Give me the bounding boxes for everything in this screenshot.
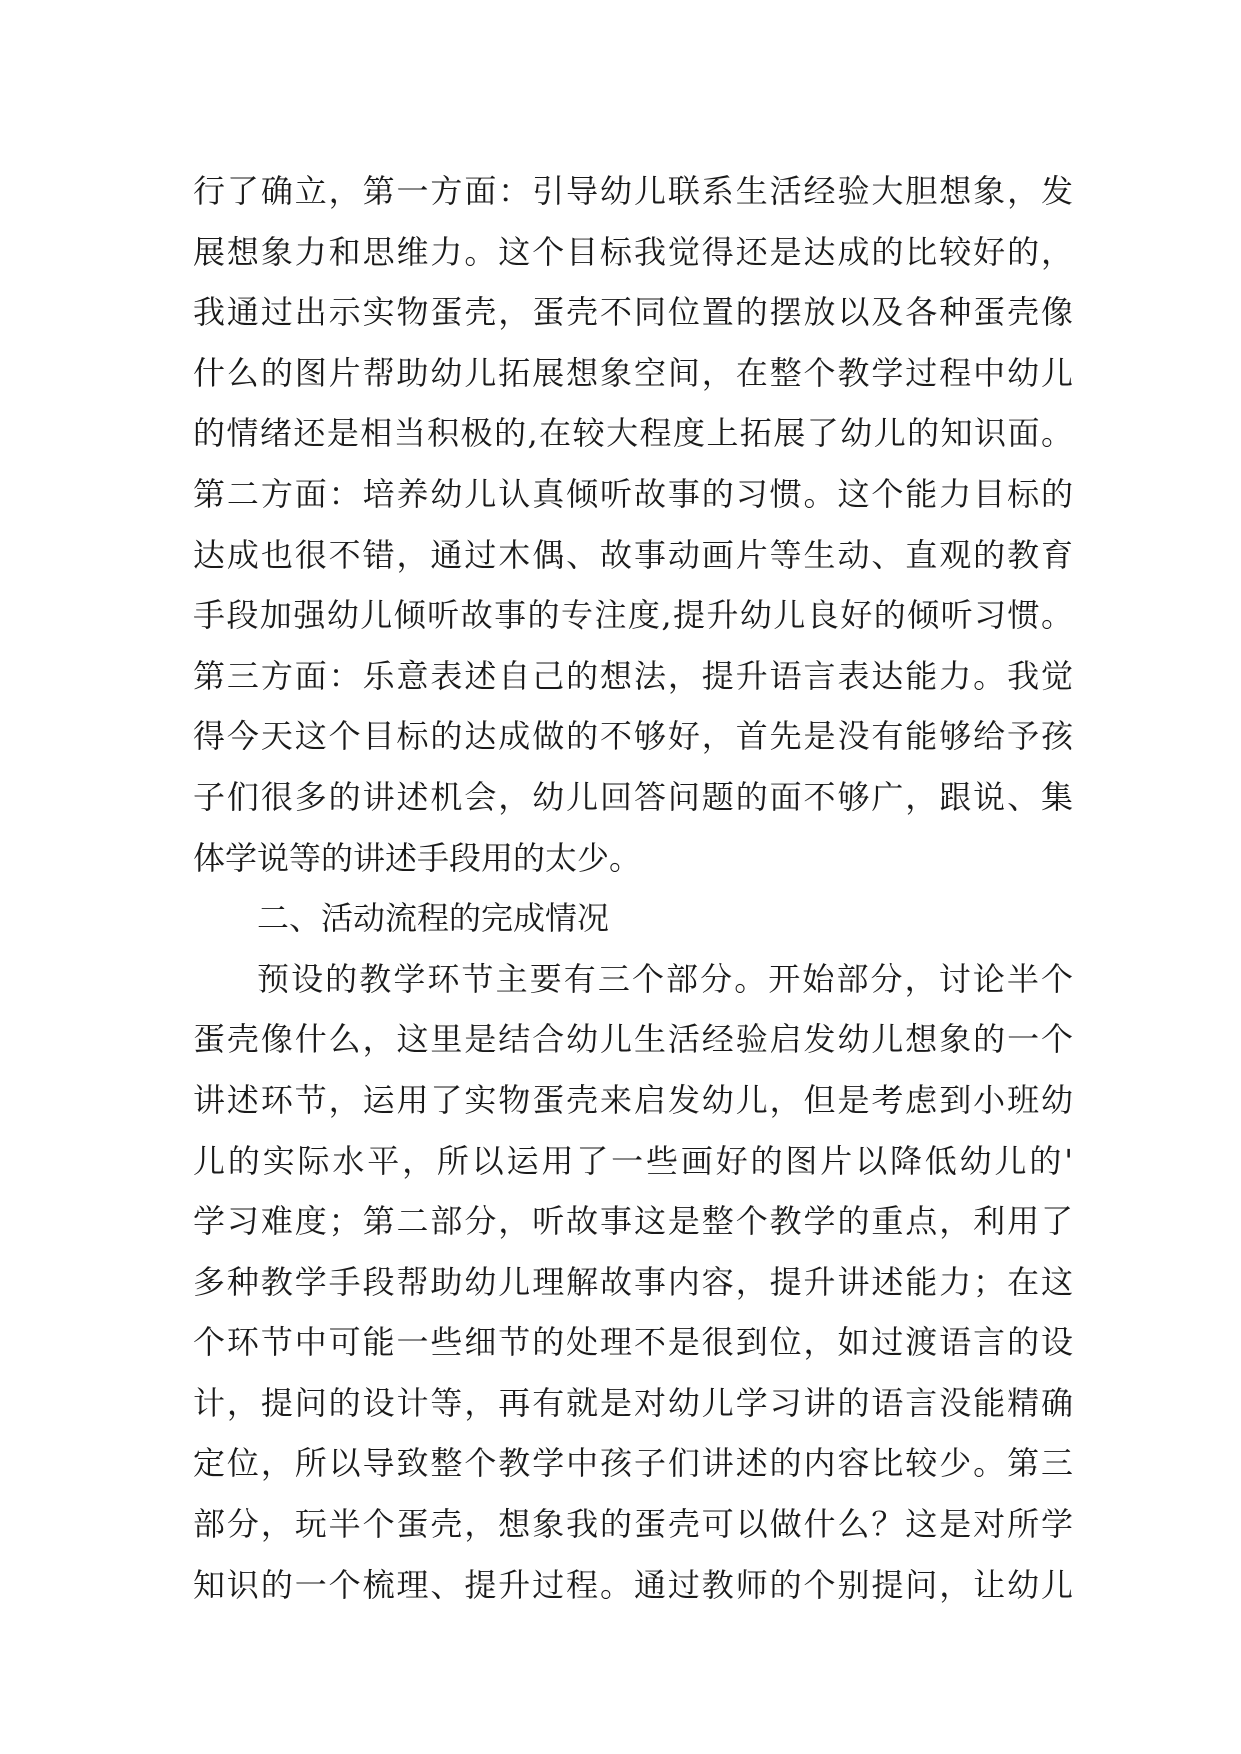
text-line: 得今天这个目标的达成做的不够好，首先是没有能够给予孩 <box>193 717 1073 756</box>
text-line: 儿的实际水平，所以运用了一些画好的图片以降低幼儿的' <box>193 1141 1073 1180</box>
section-heading: 二、活动流程的完成情况 <box>257 899 610 938</box>
text-line: 我通过出示实物蛋壳，蛋壳不同位置的摆放以及各种蛋壳像 <box>193 293 1073 332</box>
text-line: 行了确立，第一方面：引导幼儿联系生活经验大胆想象，发 <box>193 172 1073 210</box>
paragraph-first-line: 预设的教学环节主要有三个部分。开始部分，讨论半个 <box>257 959 1073 998</box>
text-line: 第二方面：培养幼儿认真倾听故事的习惯。这个能力目标的 <box>193 474 1073 513</box>
text-line: 知识的一个梳理、提升过程。通过教师的个别提问，让幼儿 <box>193 1565 1073 1604</box>
text-line: 学习难度；第二部分，听故事这是整个教学的重点，利用了 <box>193 1202 1073 1241</box>
text-line: 子们很多的讲述机会，幼儿回答问题的面不够广，跟说、集 <box>193 777 1073 816</box>
text-line: 个环节中可能一些细节的处理不是很到位，如过渡语言的设 <box>193 1323 1073 1362</box>
body-text <box>193 161 1073 1615</box>
text-line: 什么的图片帮助幼儿拓展想象空间，在整个教学过程中幼儿 <box>193 353 1073 392</box>
text-line: 蛋壳像什么，这里是结合幼儿生活经验启发幼儿想象的一个 <box>193 1020 1073 1059</box>
text-line: 体学说等的讲述手段用的太少。 <box>193 838 642 877</box>
text-line: 多种教学手段帮助幼儿理解故事内容，提升讲述能力；在这 <box>193 1262 1073 1301</box>
text-line: 计，提问的设计等，再有就是对幼儿学习讲的语言没能精确 <box>193 1383 1073 1422</box>
text-line: 展想象力和思维力。这个目标我觉得还是达成的比较好的， <box>193 232 1073 271</box>
text-line: 的情绪还是相当积极的,在较大程度上拓展了幼儿的知识面。 <box>193 414 1073 453</box>
text-line: 手段加强幼儿倾听故事的专注度,提升幼儿良好的倾听习惯。 <box>193 596 1073 635</box>
text-line: 部分，玩半个蛋壳，想象我的蛋壳可以做什么？这是对所学 <box>193 1505 1073 1544</box>
text-line: 第三方面：乐意表述自己的想法，提升语言表达能力。我觉 <box>193 656 1073 695</box>
text-line: 讲述环节，运用了实物蛋壳来启发幼儿，但是考虑到小班幼 <box>193 1080 1073 1119</box>
text-line: 定位，所以导致整个教学中孩子们讲述的内容比较少。第三 <box>193 1444 1073 1483</box>
text-line: 达成也很不错，通过木偶、故事动画片等生动、直观的教育 <box>193 535 1073 574</box>
